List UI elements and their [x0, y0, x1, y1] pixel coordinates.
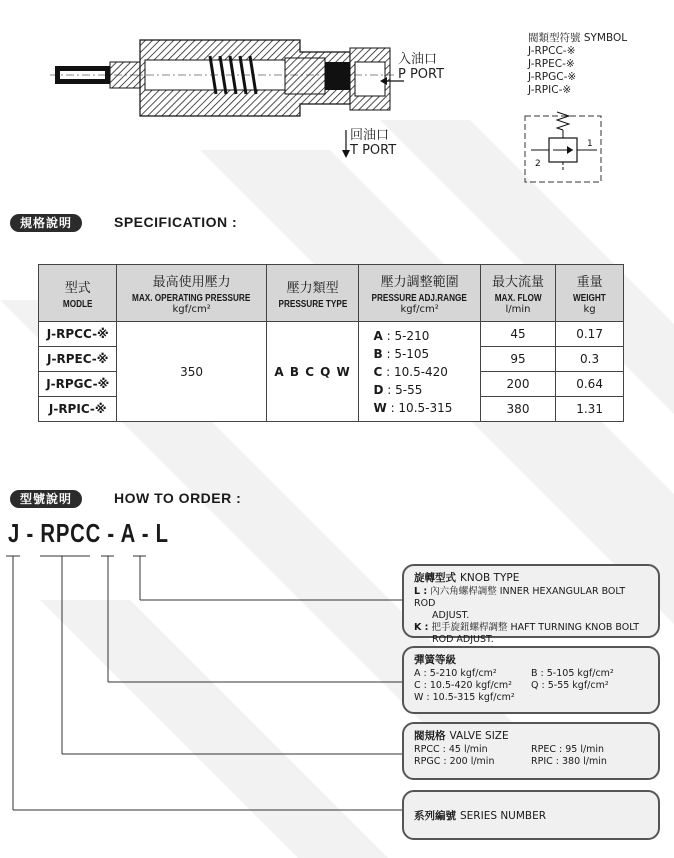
- size-rpec: RPEC : 95 l/min: [531, 744, 605, 755]
- valve-size-box: [402, 722, 660, 780]
- pressure-type-cell: A B C Q W: [266, 322, 359, 422]
- knob-type-title-en: KNOB TYPE: [460, 572, 520, 584]
- valve-cross-section-drawing: [50, 22, 395, 137]
- table-row: [39, 322, 624, 347]
- symbol-port-2-label: 2: [535, 159, 541, 169]
- order-badge: 型號說明: [10, 490, 82, 508]
- symbol-port-1-label: 1: [587, 139, 593, 149]
- knob-type-title: 旋轉型式: [414, 572, 456, 584]
- specification-badge: 規格說明: [10, 214, 82, 232]
- knob-k-key: K :: [414, 622, 429, 633]
- flow-cell: 380: [480, 397, 555, 422]
- hydraulic-relief-valve-symbol-icon: [523, 108, 605, 186]
- model-cell: J-RPGC-※: [39, 372, 117, 397]
- col-pressure-type: 壓力類型 PRESSURE TYPE: [266, 265, 359, 322]
- table-header-row: [39, 265, 624, 322]
- weight-cell: 1.31: [556, 397, 624, 422]
- spring-b: B : 5-105 kgf/cm²: [531, 668, 614, 679]
- flow-cell: 95: [480, 347, 555, 372]
- max-pressure-cell: 350: [117, 322, 266, 422]
- col-adj-range: 壓力調整範圍 PRESSURE ADJ.RANGE kgf/cm²: [359, 265, 480, 322]
- spring-c: C : 10.5-420 kgf/cm²: [414, 680, 512, 691]
- series-number-title-en: SERIES NUMBER: [460, 810, 547, 822]
- order-code: J - RPCC - A - L: [8, 518, 169, 548]
- adj-range-cell: A : 5-210 B : 5-105 C : 10.5-420 D : 5-55 W : 10.5-315: [359, 322, 480, 422]
- symbol-model: J-RPEC-※: [528, 58, 575, 70]
- knob-l-key: L :: [414, 586, 428, 597]
- series-number-box: [402, 790, 660, 840]
- spring-w: W : 10.5-315 kgf/cm²: [414, 692, 515, 703]
- t-port-label-zh: 回油口: [350, 128, 390, 143]
- weight-cell: 0.3: [556, 347, 624, 372]
- order-title: HOW TO ORDER :: [114, 490, 242, 506]
- spring-grade-box: [402, 646, 660, 714]
- flow-cell: 200: [480, 372, 555, 397]
- weight-cell: 0.64: [556, 372, 624, 397]
- model-cell: J-RPCC-※: [39, 322, 117, 347]
- knob-k-text: 把手旋鈕螺桿調整 HAFT TURNING KNOB BOLT: [431, 622, 640, 633]
- p-port-label-zh: 入油口: [398, 52, 438, 67]
- flow-cell: 45: [480, 322, 555, 347]
- size-rpgc: RPGC : 200 l/min: [414, 756, 495, 767]
- knob-l-text2: ADJUST.: [432, 610, 470, 621]
- symbol-model: J-RPIC-※: [528, 84, 572, 96]
- symbol-model: J-RPCC-※: [528, 45, 576, 57]
- t-port-label-en: T PORT: [350, 143, 397, 158]
- weight-cell: 0.17: [556, 322, 624, 347]
- order-leader-lines: [0, 548, 410, 818]
- valve-size-title: 閥規格: [414, 730, 446, 742]
- model-cell: J-RPIC-※: [39, 397, 117, 422]
- symbol-title: 閥類型符號 SYMBOL: [528, 32, 628, 44]
- specification-table: [38, 264, 624, 422]
- col-model: 型式 MODLE: [39, 265, 117, 322]
- knob-k-text2: ROD ADJUST.: [432, 634, 494, 645]
- knob-l-text: 內六角螺桿調整 INNER HEXANGULAR BOLT ROD: [414, 586, 626, 609]
- spring-q: Q : 5-55 kgf/cm²: [531, 680, 609, 691]
- col-max-pressure: 最高使用壓力 MAX. OPERATING PRESSURE kgf/cm²: [117, 265, 266, 322]
- symbol-model: J-RPGC-※: [528, 71, 577, 83]
- size-rpcc: RPCC : 45 l/min: [414, 744, 488, 755]
- valve-size-title-en: VALVE SIZE: [449, 730, 509, 742]
- symbol-block: [528, 32, 627, 97]
- col-weight: 重量 WEIGHT kg: [556, 265, 624, 322]
- series-number-title: 系列編號: [414, 810, 456, 822]
- p-port-label-en: P PORT: [398, 67, 445, 82]
- col-max-flow: 最大流量 MAX. FLOW l/min: [480, 265, 555, 322]
- size-rpic: RPIC : 380 l/min: [531, 756, 607, 767]
- model-cell: J-RPEC-※: [39, 347, 117, 372]
- specification-title: SPECIFICATION :: [114, 214, 238, 230]
- knob-type-box: [402, 564, 660, 645]
- spring-a: A : 5-210 kgf/cm²: [414, 668, 497, 679]
- spring-grade-title: 彈簧等級: [414, 654, 456, 666]
